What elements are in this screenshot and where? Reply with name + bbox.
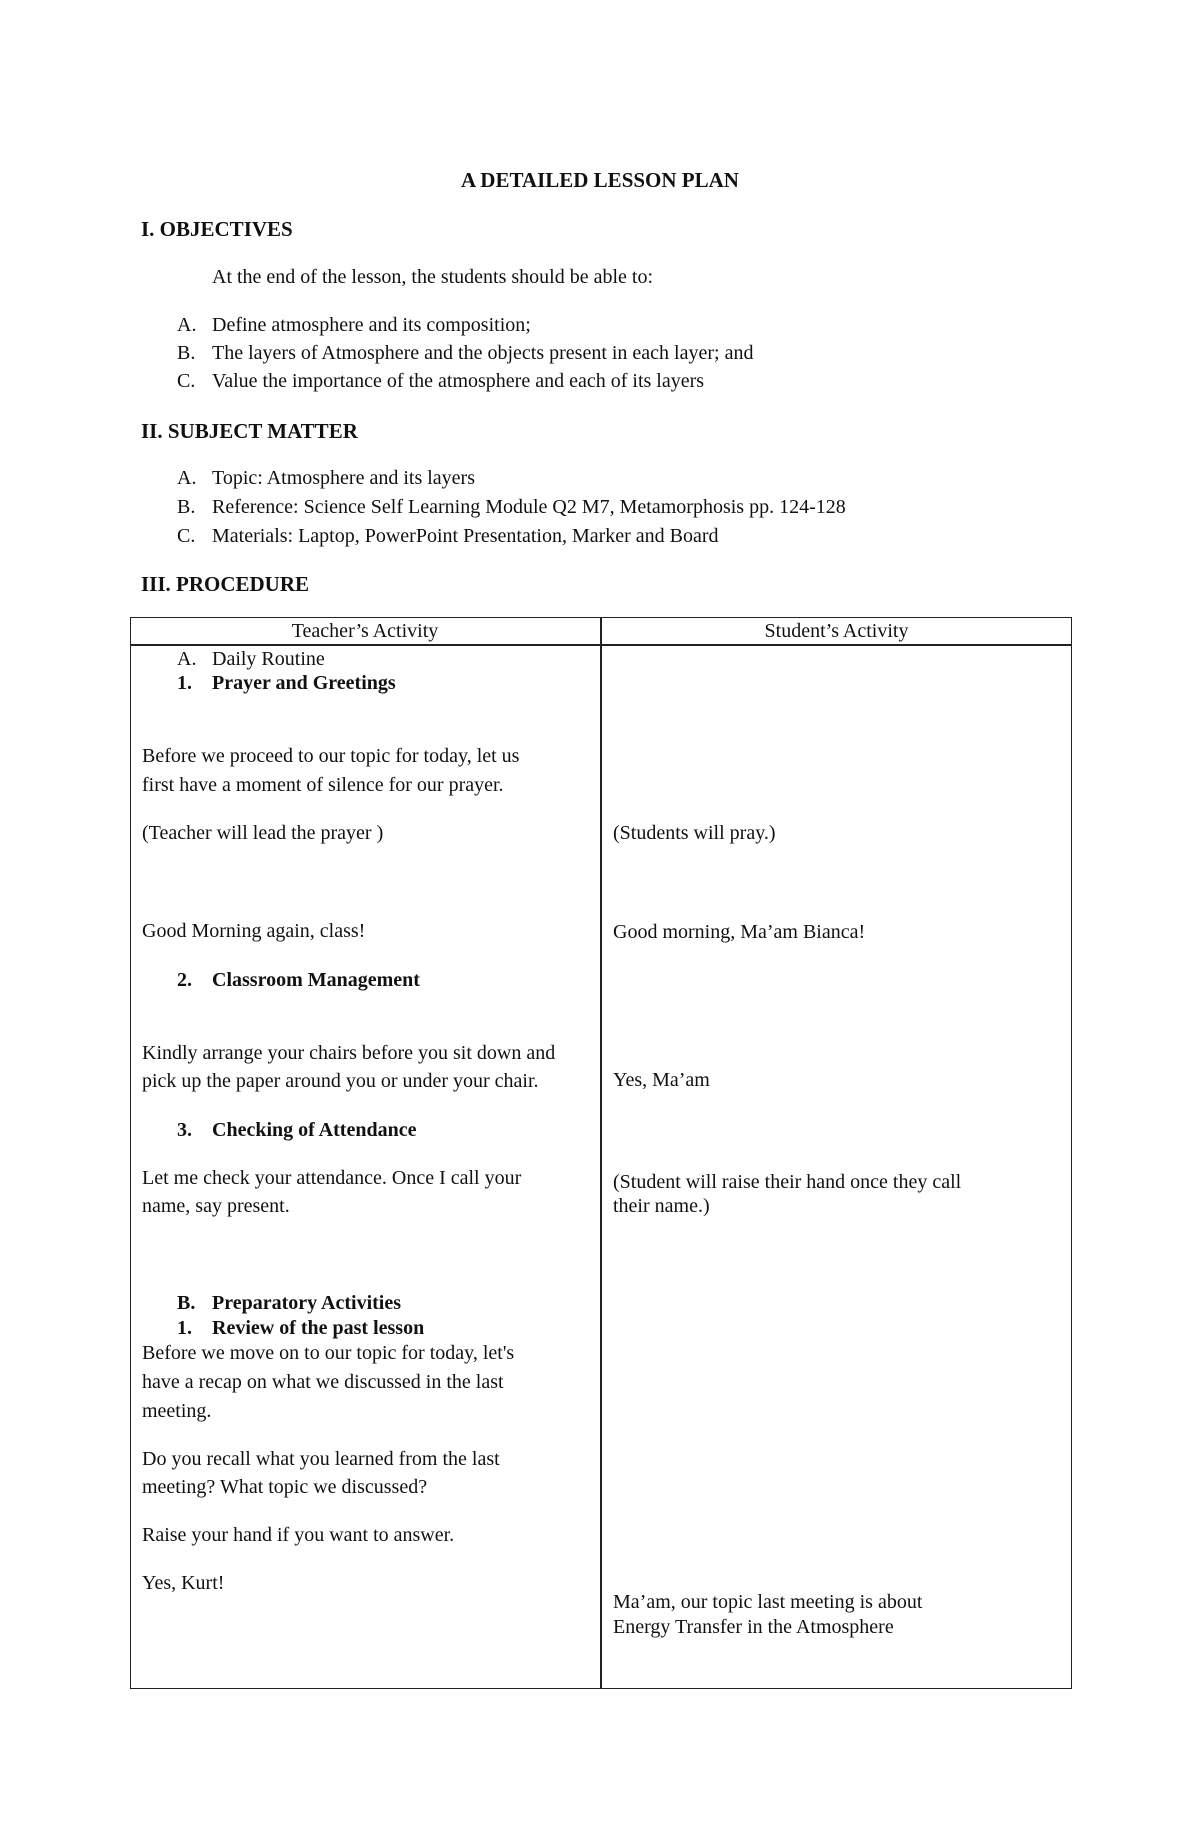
prayer-instruction-line2: first have a moment of silence for our prayer. bbox=[142, 774, 504, 796]
raise-hand-instruction: Raise your hand if you want to answer. bbox=[142, 1524, 455, 1546]
subject-b-marker: B. bbox=[177, 496, 196, 518]
recap-line2: have a recap on what we discussed in the last bbox=[142, 1371, 504, 1393]
call-on-student: Yes, Kurt! bbox=[142, 1572, 225, 1594]
recall-line1: Do you recall what you learned from the last bbox=[142, 1448, 500, 1470]
objective-c-marker: C. bbox=[177, 370, 196, 392]
teacher-lead-prayer: (Teacher will lead the prayer ) bbox=[142, 822, 384, 844]
recap-line3: meeting. bbox=[142, 1400, 212, 1422]
classroom-management-marker: 2. bbox=[177, 969, 192, 991]
recall-line2: meeting? What topic we discussed? bbox=[142, 1476, 428, 1498]
prayer-instruction-line1: Before we proceed to our topic for today, let us bbox=[142, 745, 520, 767]
teacher-activity-header: Teacher’s Activity bbox=[291, 620, 439, 642]
subject-c-marker: C. bbox=[177, 525, 196, 547]
document-title: A DETAILED LESSON PLAN bbox=[461, 168, 739, 192]
students-pray: (Students will pray.) bbox=[613, 822, 776, 844]
attendance-marker: 3. bbox=[177, 1119, 192, 1141]
students-yes: Yes, Ma’am bbox=[613, 1069, 710, 1091]
procedure-heading: III. PROCEDURE bbox=[141, 572, 310, 596]
chairs-instruction-line2: pick up the paper around you or under your chair. bbox=[142, 1070, 539, 1092]
subject-a-marker: A. bbox=[177, 467, 197, 489]
subject-matter-heading: II. SUBJECT MATTER bbox=[141, 419, 358, 443]
students-raise-line1: (Student will raise their hand once they call bbox=[613, 1171, 962, 1193]
subject-reference: Reference: Science Self Learning Module Q2 M7, Metamorphosis pp. 124-128 bbox=[212, 496, 846, 518]
recap-line1: Before we move on to our topic for today, let's bbox=[142, 1342, 515, 1364]
attendance-instruction-line2: name, say present. bbox=[142, 1195, 290, 1217]
daily-routine-marker: A. bbox=[177, 648, 197, 670]
objective-a-marker: A. bbox=[177, 314, 197, 336]
students-greeting: Good morning, Ma’am Bianca! bbox=[613, 921, 866, 943]
objective-c: Value the importance of the atmosphere and each of its layers bbox=[212, 370, 705, 392]
daily-routine-title: Daily Routine bbox=[212, 648, 325, 670]
student-activity-header: Student’s Activity bbox=[764, 620, 909, 642]
review-lesson-title: Review of the past lesson bbox=[212, 1317, 425, 1339]
objective-a: Define atmosphere and its composition; bbox=[212, 314, 531, 336]
objective-b-marker: B. bbox=[177, 342, 196, 364]
objectives-intro: At the end of the lesson, the students should be able to: bbox=[212, 266, 654, 288]
classroom-management-title: Classroom Management bbox=[212, 969, 420, 991]
subject-materials: Materials: Laptop, PowerPoint Presentation, Marker and Board bbox=[212, 525, 719, 547]
review-lesson-marker: 1. bbox=[177, 1317, 192, 1339]
subject-topic: Topic: Atmosphere and its layers bbox=[212, 467, 475, 489]
table-column-divider bbox=[600, 617, 602, 1689]
preparatory-activities-title: Preparatory Activities bbox=[212, 1292, 402, 1314]
preparatory-activities-marker: B. bbox=[177, 1292, 196, 1314]
objective-b: The layers of Atmosphere and the objects present in each layer; and bbox=[212, 342, 754, 364]
student-answer-line2: Energy Transfer in the Atmosphere bbox=[613, 1616, 894, 1638]
prayer-greetings-title: Prayer and Greetings bbox=[212, 672, 396, 694]
chairs-instruction-line1: Kindly arrange your chairs before you sit down and bbox=[142, 1042, 556, 1064]
student-answer-line1: Ma’am, our topic last meeting is about bbox=[613, 1591, 923, 1613]
attendance-instruction-line1: Let me check your attendance. Once I call your bbox=[142, 1167, 522, 1189]
prayer-greetings-marker: 1. bbox=[177, 672, 192, 694]
teacher-greeting: Good Morning again, class! bbox=[142, 920, 366, 942]
students-raise-line2: their name.) bbox=[613, 1195, 710, 1217]
attendance-title: Checking of Attendance bbox=[212, 1119, 417, 1141]
table-header-divider bbox=[130, 644, 1072, 646]
objectives-heading: I. OBJECTIVES bbox=[141, 217, 293, 241]
